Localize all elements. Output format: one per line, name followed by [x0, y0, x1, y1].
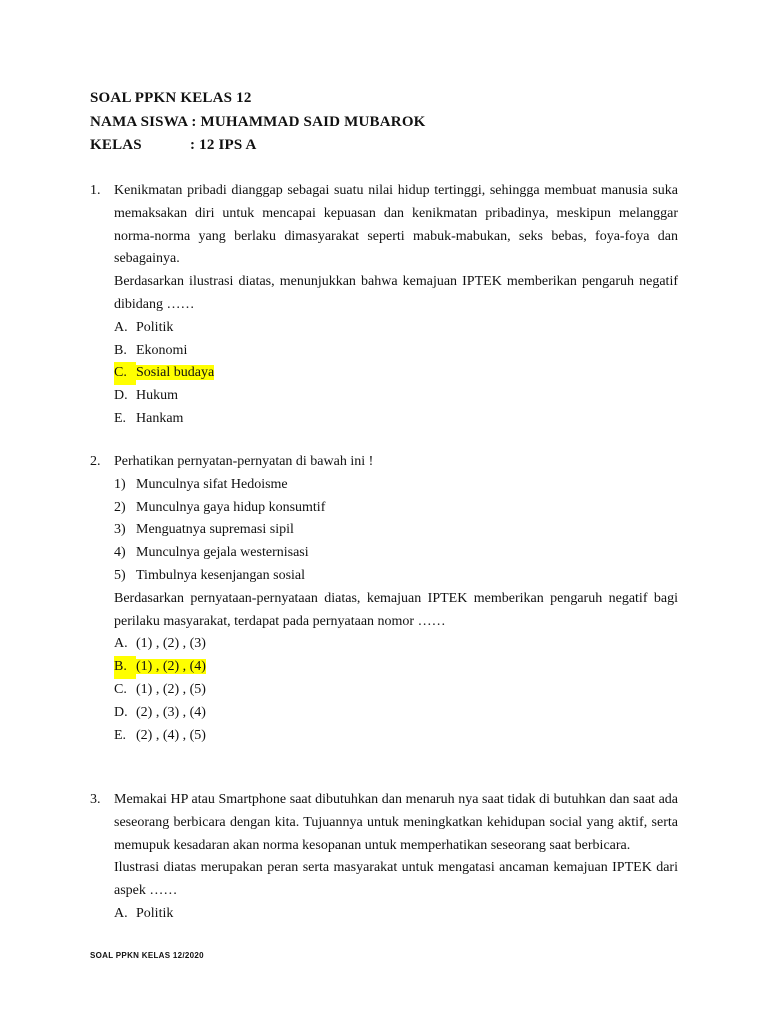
class-value: : 12 IPS A — [190, 137, 257, 153]
question-2 — [90, 451, 678, 747]
statement-number: 1) — [114, 476, 126, 492]
statement-item — [114, 519, 678, 542]
option-text: Ekonomi — [136, 342, 188, 358]
question-prompt: Berdasarkan pernyataan-pernyataan diatas, kemajuan IPTEK memberikan pengaruh negatif bagi perilaku masyarakat, terdapat pada pernyataan nomor …… — [114, 590, 678, 629]
option-letter: B. — [114, 342, 127, 358]
option-e — [114, 408, 678, 431]
option-c — [114, 679, 678, 702]
option-text: (1) , (2) , (5) — [136, 681, 206, 697]
option-text: (1) , (2) , (3) — [136, 636, 206, 652]
question-text: Kenikmatan pribadi dianggap sebagai suatu nilai hidup tertinggi, sehingga membuat manusia suka memaksakan diri untuk mencapai kepuasan dan kenikmatan pribadinya, meskipun melanggar norma-norma yang berlaku dimasyarakat seperti mabuk-mabukan, seks bebas, foya-foya dan sebagainya. — [114, 183, 678, 267]
question-number: 3. — [90, 792, 101, 807]
option-a — [114, 317, 678, 340]
class-label: KELAS — [90, 137, 142, 153]
option-letter: B. — [114, 656, 136, 679]
statement-text: Munculnya sifat Hedoisme — [136, 476, 288, 492]
statement-text: Timbulnya kesenjangan sosial — [136, 567, 306, 583]
question-3 — [90, 789, 678, 926]
option-text: (2) , (3) , (4) — [136, 704, 206, 720]
option-b-highlighted — [114, 656, 678, 679]
option-a — [114, 633, 678, 656]
question-text: Memakai HP atau Smartphone saat dibutuhkan dan menaruh nya saat tidak di butuhkan dan saat ada seseorang berbicara dengan kita. Tujuannya untuk meningkatkan kehidupan social yang aktif, serta memupuk kesadaran akan norma kesopanan untuk memperhatikan seseorang saat berbicara. — [114, 792, 678, 853]
page-footer: SOAL PPKN KELAS 12/2020 — [90, 951, 204, 960]
option-text: (2) , (4) , (5) — [136, 727, 206, 743]
statement-number: 3) — [114, 522, 126, 538]
option-letter: E. — [114, 410, 127, 426]
option-letter: C. — [114, 362, 136, 385]
option-d — [114, 702, 678, 725]
statement-item — [114, 497, 678, 520]
question-number: 2. — [90, 454, 101, 469]
question-1 — [90, 180, 678, 431]
option-c-highlighted — [114, 362, 678, 385]
option-d — [114, 385, 678, 408]
option-text: Politik — [136, 319, 174, 335]
option-text: Politik — [136, 905, 174, 921]
option-a — [114, 903, 678, 926]
statement-number: 2) — [114, 499, 126, 515]
statement-text: Munculnya gaya hidup konsumtif — [136, 499, 326, 515]
option-text: Sosial budaya — [136, 365, 215, 381]
option-letter: E. — [114, 727, 127, 743]
option-b — [114, 340, 678, 363]
option-text: Hukum — [136, 388, 178, 404]
student-name-line: NAMA SISWA : MUHAMMAD SAID MUBAROK — [90, 114, 426, 130]
document-title: SOAL PPKN KELAS 12 — [90, 90, 252, 106]
statement-item — [114, 474, 678, 497]
option-e — [114, 725, 678, 748]
statement-number: 4) — [114, 545, 126, 561]
question-prompt: Berdasarkan ilustrasi diatas, menunjukkan bahwa kemajuan IPTEK memberikan pengaruh negatif dibidang …… — [114, 274, 678, 312]
class-line — [90, 137, 257, 154]
statement-item — [114, 565, 678, 588]
option-text: (1) , (2) , (4) — [136, 659, 206, 675]
statement-text: Menguatnya supremasi sipil — [136, 522, 294, 538]
option-letter: A. — [114, 319, 128, 335]
question-intro: Perhatikan pernyatan-pernyatan di bawah ini ! — [114, 454, 374, 469]
statement-number: 5) — [114, 567, 126, 583]
statement-item — [114, 542, 678, 565]
question-number: 1. — [90, 183, 101, 198]
option-text: Hankam — [136, 410, 184, 426]
option-letter: A. — [114, 905, 128, 921]
question-prompt: Ilustrasi diatas merupakan peran serta masyarakat untuk mengatasi ancaman kemajuan IPTEK dari aspek …… — [114, 860, 678, 899]
option-letter: D. — [114, 388, 128, 404]
option-letter: A. — [114, 636, 128, 652]
option-letter: C. — [114, 681, 127, 697]
statement-text: Munculnya gejala westernisasi — [136, 545, 309, 561]
option-letter: D. — [114, 704, 128, 720]
